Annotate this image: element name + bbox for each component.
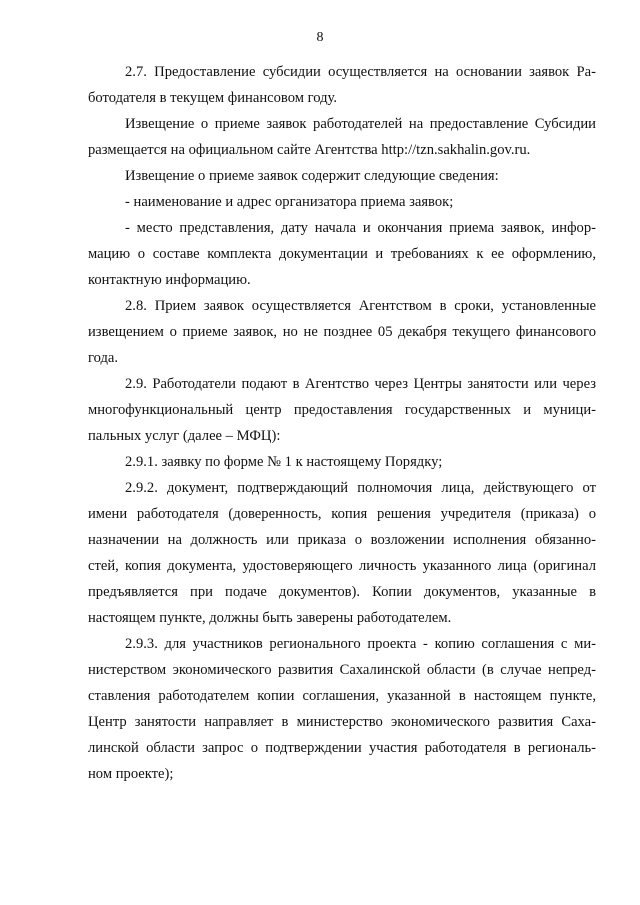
page-number: 8 xyxy=(316,30,324,45)
text-line: года. xyxy=(88,350,119,366)
text-line: нистерством экономического развития Сахалинской области (в случае непред- xyxy=(88,662,596,678)
text-line: 2.9. Работодатели подают в Агентство через Центры занятости или через xyxy=(125,376,596,392)
text-line: 2.9.2. документ, подтверждающий полномочия лица, действующего от xyxy=(125,480,596,496)
text-line: стей, копия документа, удостоверяющего личность указанного лица (оригинал xyxy=(88,558,596,574)
text-line: ставления работодателем копии соглашения, указанной в настоящем пункте, xyxy=(88,688,596,704)
text-line: пальных услуг (далее – МФЦ): xyxy=(88,428,281,444)
text-line: ном проекте); xyxy=(88,766,174,782)
text-line: Извещение о приеме заявок работодателей на предоставление Субсидии xyxy=(125,116,596,132)
text-line: 2.7. Предоставление субсидии осуществляется на основании заявок Ра- xyxy=(125,64,596,80)
text-line: - место представления, дату начала и окончания приема заявок, инфор- xyxy=(125,220,596,236)
text-line: Центр занятости направляет в министерство экономического развития Саха- xyxy=(88,714,596,730)
text-line: 2.9.1. заявку по форме № 1 к настоящему Порядку; xyxy=(125,454,443,470)
paragraph-2-9 xyxy=(88,371,596,449)
paragraph-2-7 xyxy=(88,59,596,111)
paragraph-2-9-1 xyxy=(88,449,596,475)
text-line: ботодателя в текущем финансовом году. xyxy=(88,90,338,106)
text-line: предъявляется при подаче документов). Копии документов, указанные в xyxy=(88,584,596,600)
list-item-place xyxy=(88,215,596,293)
text-line: назначении на должность или приказа о возложении исполнения обязанно- xyxy=(88,532,596,548)
paragraph-2-9-3 xyxy=(88,631,596,787)
list-item-organizer xyxy=(88,189,596,215)
text-line: размещается на официальном сайте Агентства http://tzn.sakhalin.gov.ru. xyxy=(88,142,531,158)
paragraph-2-8 xyxy=(88,293,596,371)
text-line: линской области запрос о подтверждении участия работодателя в региональ- xyxy=(88,740,596,756)
paragraph-2-9-2 xyxy=(88,475,596,631)
text-line: настоящем пункте, должны быть заверены работодателем. xyxy=(88,610,452,626)
text-line: - наименование и адрес организатора приема заявок; xyxy=(125,194,454,210)
paragraph-notice-contents xyxy=(88,163,596,189)
document-body xyxy=(88,59,596,787)
text-line: 2.8. Прием заявок осуществляется Агентством в сроки, установленные xyxy=(125,298,596,314)
text-line: 2.9.3. для участников регионального проекта - копию соглашения с ми- xyxy=(125,636,596,652)
paragraph-notice-placement xyxy=(88,111,596,163)
text-line: извещением о приеме заявок, но не позднее 05 декабря текущего финансового xyxy=(88,324,596,340)
text-line: мацию о составе комплекта документации и требованиях к ее оформлению, xyxy=(88,246,596,262)
text-line: Извещение о приеме заявок содержит следующие сведения: xyxy=(125,168,499,184)
text-line: многофункциональный центр предоставления государственных и муници- xyxy=(88,402,596,418)
text-line: контактную информацию. xyxy=(88,272,251,288)
text-line: имени работодателя (доверенность, копия решения учредителя (приказа) о xyxy=(88,506,596,522)
